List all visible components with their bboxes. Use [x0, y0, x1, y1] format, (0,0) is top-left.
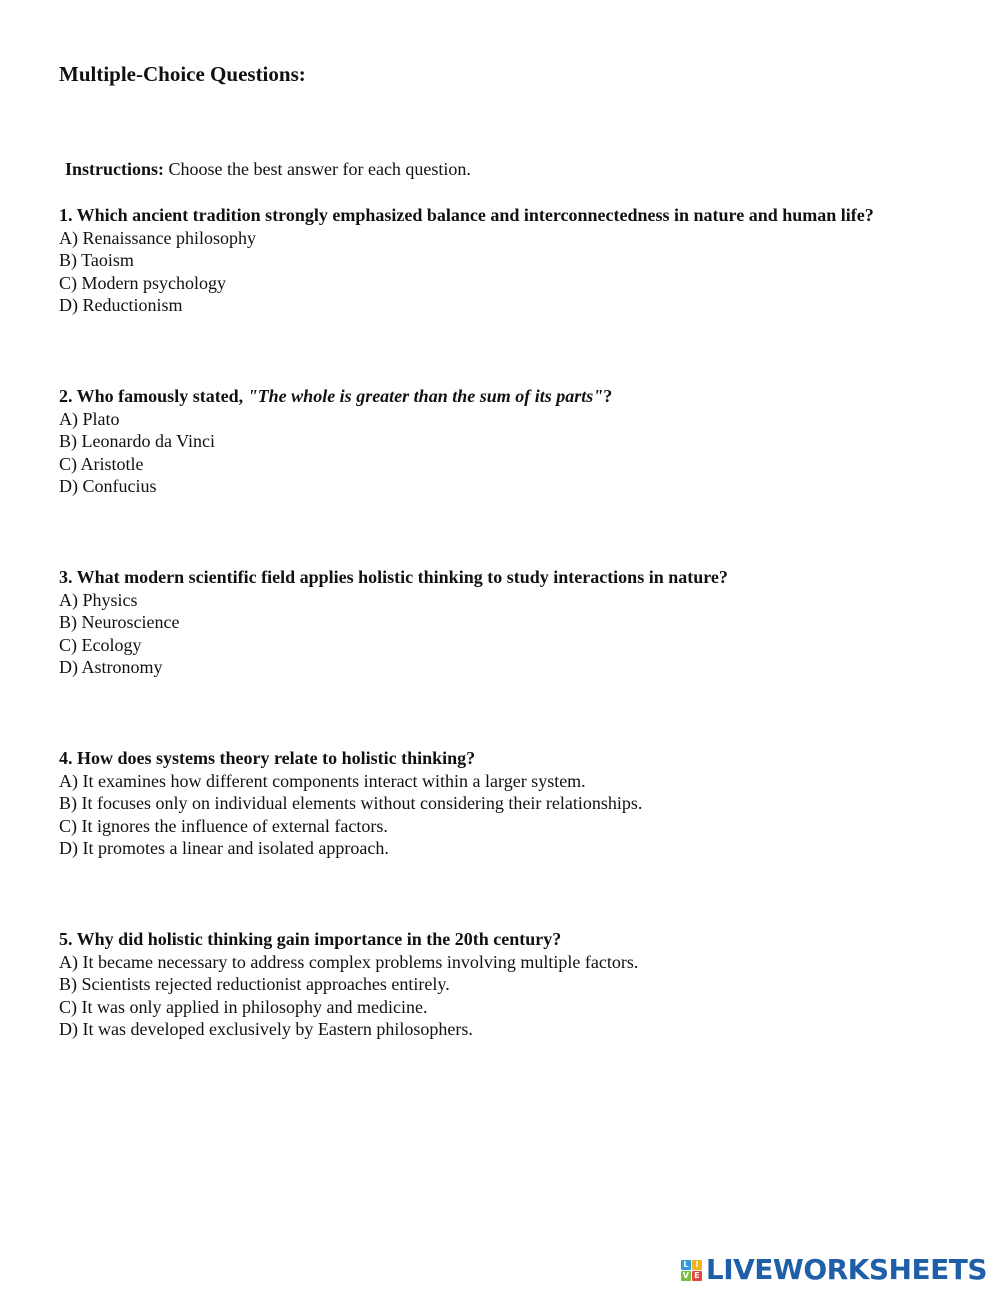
question-stem: 5. Why did holistic thinking gain importance in the 20th century? [59, 929, 562, 949]
answer-option[interactable]: C) It was only applied in philosophy and medicine. [59, 996, 428, 1017]
liveworksheets-branding [681, 1255, 987, 1285]
question-3 [59, 566, 728, 679]
question-stem: 3. What modern scientific field applies holistic thinking to study interactions in nature? [59, 567, 728, 587]
answer-option[interactable]: A) Plato [59, 408, 120, 429]
logo-letter: i [692, 1260, 702, 1270]
answer-option[interactable]: C) Aristotle [59, 453, 144, 474]
brand-wordmark: LIVEWORKSHEETS [705, 1253, 987, 1286]
logo-letter: V [682, 1271, 689, 1280]
question-4 [59, 747, 642, 860]
answer-option[interactable]: D) Reductionism [59, 295, 183, 316]
answer-option[interactable]: A) Renaissance philosophy [59, 227, 256, 248]
answer-option[interactable]: D) Astronomy [59, 657, 163, 678]
answer-option[interactable]: A) Physics [59, 589, 138, 610]
question-stem: 1. Which ancient tradition strongly emphasized balance and interconnectedness in nature and human life? [59, 205, 874, 225]
answer-option[interactable]: A) It became necessary to address complex problems involving multiple factors. [59, 951, 639, 972]
answer-option[interactable]: C) It ignores the influence of external factors. [59, 815, 388, 836]
page-title: Multiple-Choice Questions: [59, 62, 306, 86]
answer-option[interactable]: B) Leonardo da Vinci [59, 431, 216, 452]
answer-option[interactable]: D) It was developed exclusively by Eastern philosophers. [59, 1019, 473, 1040]
instructions [65, 158, 471, 180]
question-stem-quote: "The whole is greater than the sum of its parts" [247, 386, 604, 406]
question-stem [59, 385, 612, 408]
question-stem-suffix: ? [603, 386, 613, 406]
answer-option[interactable]: C) Modern psychology [59, 272, 226, 293]
answer-option[interactable]: B) Taoism [59, 250, 134, 271]
answer-option[interactable]: A) It examines how different components interact within a larger system. [59, 770, 586, 791]
answer-option[interactable]: B) Neuroscience [59, 612, 180, 633]
answer-option[interactable]: B) Scientists rejected reductionist approaches entirely. [59, 974, 450, 995]
question-5 [59, 928, 638, 1041]
answer-option[interactable]: C) Ecology [59, 634, 142, 655]
question-1 [59, 204, 874, 317]
instructions-text: Choose the best answer for each question. [168, 159, 471, 179]
liveworksheets-logo-icon [681, 1260, 702, 1281]
answer-option[interactable]: D) It promotes a linear and isolated approach. [59, 838, 389, 859]
logo-letter: L [681, 1260, 691, 1270]
logo-letter: E [692, 1271, 702, 1281]
answer-option[interactable]: D) Confucius [59, 476, 157, 497]
answer-option[interactable]: B) It focuses only on individual elements without considering their relationships. [59, 793, 643, 814]
instructions-label: Instructions: [65, 159, 165, 179]
question-2 [59, 385, 612, 498]
question-stem: 4. How does systems theory relate to holistic thinking? [59, 748, 476, 768]
question-stem-prefix: 2. Who famously stated, [59, 386, 248, 406]
